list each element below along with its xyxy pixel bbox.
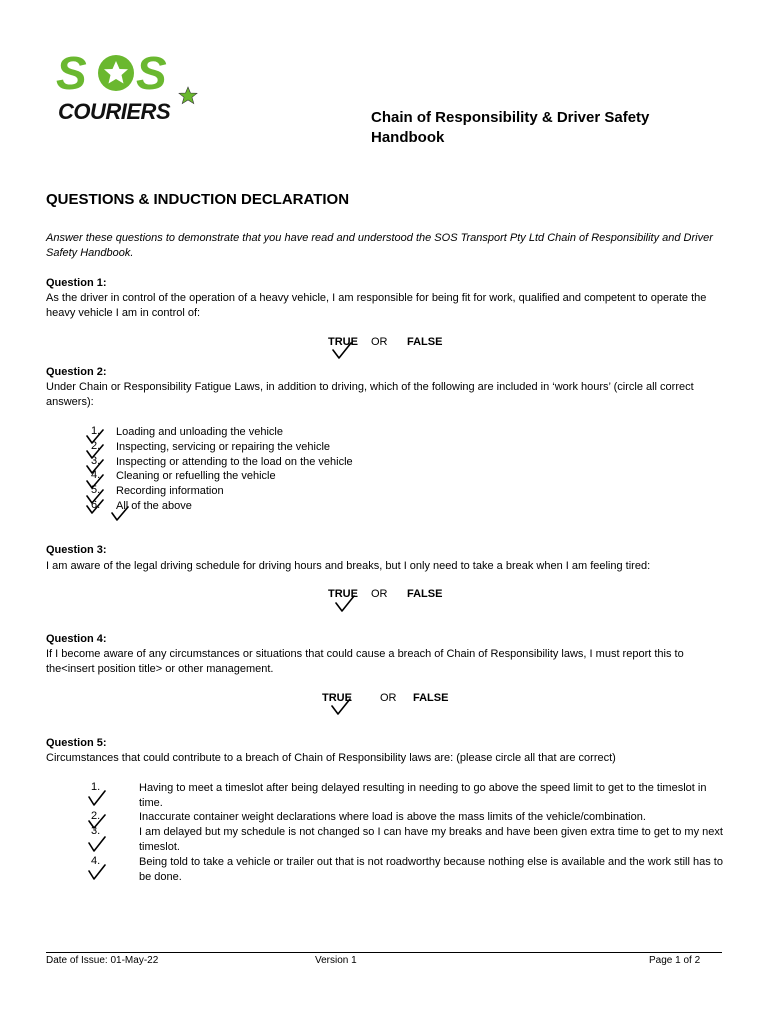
section-title: QUESTIONS & INDUCTION DECLARATION xyxy=(46,191,350,208)
question-3-false[interactable]: FALSE xyxy=(407,588,443,600)
q2-item-3-number: 3. xyxy=(91,455,101,467)
q5-item-3-checkmark-icon xyxy=(87,836,111,854)
q5-item-1-number: 1. xyxy=(91,781,101,793)
q2-item-5-number: 5. xyxy=(91,484,101,496)
question-3-true[interactable]: TRUE xyxy=(328,588,358,600)
logo-graphic xyxy=(52,45,208,125)
question-2-text: Under Chain or Responsibility Fatigue Laws, in addition to driving, which of the following are included in ‘work hours’ (circle all correct answers): xyxy=(46,381,694,408)
q2-item-6-checkmark-icon xyxy=(85,499,109,517)
svg-text:S: S xyxy=(56,47,85,99)
q5-item-2-number: 2. xyxy=(91,810,101,822)
q5-item-4-number: 4. xyxy=(91,855,101,867)
question-3-text: I am aware of the legal driving schedule for driving hours and breaks, but I only need to take a break when I am feeling tired: xyxy=(46,560,651,572)
question-1-text: As the driver in control of the operation of a heavy vehicle, I am responsible for being fit for work, qualified and competent to operate the heavy vehicle I am in control of: xyxy=(46,292,707,319)
footer-divider xyxy=(46,952,722,953)
question-1-true[interactable]: TRUE xyxy=(328,336,358,348)
q2-item-5[interactable]: Recording information xyxy=(116,485,224,497)
question-3-label: Question 3: xyxy=(46,544,107,556)
document-title: Chain of Responsibility & Driver Safety Handbook xyxy=(371,109,650,146)
q2-item-6-number: 6. xyxy=(91,499,101,511)
q2-item-3[interactable]: Inspecting or attending to the load on the vehicle xyxy=(116,456,353,468)
q2-item-4-number: 4. xyxy=(91,469,101,481)
q5-item-1-checkmark-icon xyxy=(87,790,111,808)
q2-item-6[interactable]: All of the above xyxy=(116,500,192,512)
sos-couriers-logo xyxy=(52,45,208,125)
footer-date: Date of Issue: 01-May-22 xyxy=(46,955,159,966)
question-4-true[interactable]: TRUE xyxy=(322,692,352,704)
q2-item-4[interactable]: Cleaning or refuelling the vehicle xyxy=(116,470,276,482)
question-1-label: Question 1: xyxy=(46,277,107,289)
q2-item-2[interactable]: Inspecting, servicing or repairing the vehicle xyxy=(116,441,331,453)
q5-item-2-checkmark-icon xyxy=(87,814,111,832)
question-3-checkmark-icon xyxy=(334,595,358,613)
question-4-checkmark-icon xyxy=(330,698,354,716)
q5-item-3-number: 3. xyxy=(91,825,101,837)
intro-text: Answer these questions to demonstrate that you have read and understood the SOS Transport Pty Ltd Chain of Responsibility and Driver Safety Handbook. xyxy=(46,232,713,259)
q2-item-2-number: 2. xyxy=(91,440,101,452)
svg-text:COURIERS: COURIERS xyxy=(58,99,171,124)
question-5-text: Circumstances that could contribute to a breach of Chain of Responsibility laws are: (please circle all that are correct) xyxy=(46,752,616,764)
q2-item-1-number: 1. xyxy=(91,425,101,437)
q5-item-3[interactable]: I am delayed but my schedule is not changed so I can have my breaks and have been given extra time to get to my next timeslot. xyxy=(139,826,723,853)
question-4-label: Question 4: xyxy=(46,633,107,645)
q5-item-2[interactable]: Inaccurate container weight declarations where load is above the mass limits of the vehicle/combination. xyxy=(139,811,646,823)
question-5-label: Question 5: xyxy=(46,737,107,749)
logo-star-icon xyxy=(98,55,134,91)
question-4-or: OR xyxy=(380,692,397,704)
q5-item-4-checkmark-icon xyxy=(87,864,111,882)
q5-item-4[interactable]: Being told to take a vehicle or trailer out that is not roadworthy because nothing else is available and the work still has to be done. xyxy=(139,856,723,883)
question-3-or: OR xyxy=(371,588,388,600)
q2-all-checkmark-icon xyxy=(110,506,134,524)
question-4-text: If I become aware of any circumstances or situations that could cause a breach of Chain of Responsibility laws, I must report this to the<insert position title> or other management. xyxy=(46,648,684,675)
footer-page: Page 1 of 2 xyxy=(649,955,701,966)
footer-version: Version 1 xyxy=(315,955,357,966)
svg-text:S: S xyxy=(136,47,167,99)
question-1-false[interactable]: FALSE xyxy=(407,336,443,348)
q5-item-1[interactable]: Having to meet a timeslot after being delayed resulting in needing to go above the speed limit to get to the timeslot in time. xyxy=(139,782,707,809)
q2-item-1[interactable]: Loading and unloading the vehicle xyxy=(116,426,283,438)
question-1-or: OR xyxy=(371,336,388,348)
question-4-false[interactable]: FALSE xyxy=(413,692,449,704)
question-2-label: Question 2: xyxy=(46,366,107,378)
question-1-checkmark-icon xyxy=(331,342,355,360)
